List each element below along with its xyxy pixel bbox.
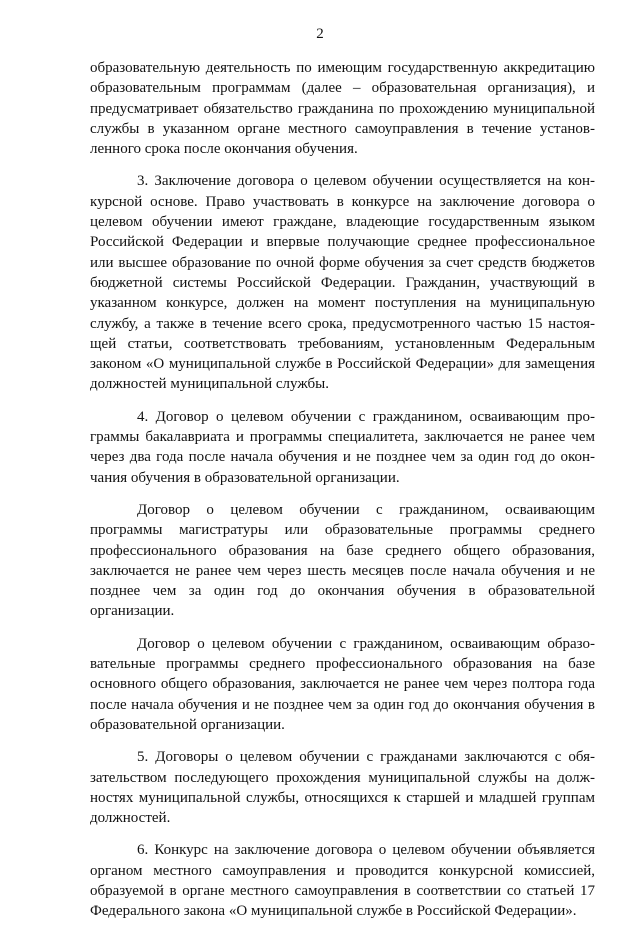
paragraph-spo-contract: Договор о целевом обучении с гражданином, осваивающим образовательные программы среднего профессионального образования на базе основного общего образования, заключается не ранее чем через полтора года после начала обучения и не позднее чем за один год до окончания обучения в образовательной организации. (90, 635, 595, 733)
paragraph-item-3: 3. Заключение договора о целевом обучении осуществляется на конкурсной основе. Право участвовать в конкурсе на заключение договора о целевом обучении имеют граждане, владеющие государственным языком Российской Федерации и впервые получающие среднее профессиональное или высшее образование по очной форме обучения за счет средств бюджетов бюджетной системы Российской Федерации. Гражданин, участвующий в указанном конкурсе, должен на момент поступления на муниципальную службу, а также в течение всего срока, предусмотренного частью 15 настоящей статьи, соответствовать требованиям, установленным Федеральным законом «О муниципальной службе в Российской Федерации» для замещения должностей муниципальной службы. (90, 173, 595, 393)
paragraph-item-4: 4. Договор о целевом обучении с гражданином, осваивающим программы бакалавриата и программы специалитета, заключается не ранее чем через два года после начала обучения и не позднее чем за один год до окончания обучения в образовательной организации. (90, 408, 595, 486)
page-number: 2 (316, 26, 324, 42)
paragraph-item-5: 5. Договоры о целевом обучении с гражданами заключаются с обязательством последующего прохождения муниципальной службы на должностях муниципальной службы, относящихся к старшей и младшей группам должностей. (90, 749, 595, 827)
paragraph-item-6: 6. Конкурс на заключение договора о целевом обучении объявляется органом местного самоуправления и проводится конкурсной комиссией, образуемой в органе местного самоуправления в соответствии со статьей 17 Федерального закона «О муниципальной службе в Российской Федерации». (90, 842, 595, 920)
document-body (90, 58, 595, 934)
paragraph-continuation: образовательную деятельность по имеющим государственную аккредитацию образовательным программам (далее – образовательная организация), и предусматривает обязательство гражданина по прохождению муниципальной службы в указанном органе местного самоуправления в течение установленного срока после окончания обучения. (90, 60, 595, 158)
paragraph-magistracy-contract: Договор о целевом обучении с гражданином, осваивающим программы магистратуры или образовательные программы среднего профессионального образования на базе среднего общего образования, заключается не ранее чем через шесть месяцев после начала обучения и не позднее чем за один год до окончания обучения в образовательной организации. (90, 501, 595, 620)
